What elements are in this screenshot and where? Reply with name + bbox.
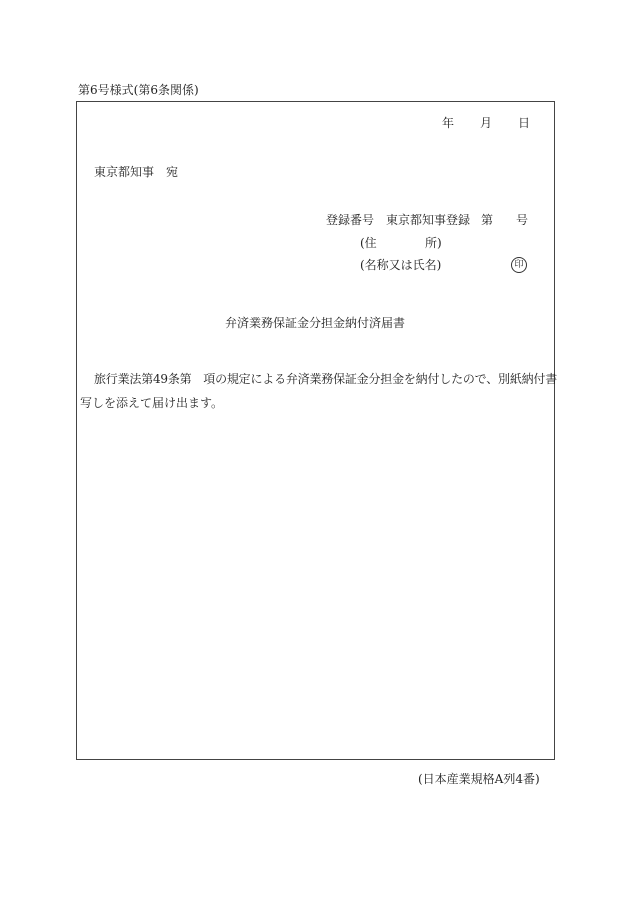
date-year-label: 年 (442, 116, 455, 130)
name-label: (名称又は氏名) (360, 258, 442, 272)
address-label-close: 所) (425, 236, 442, 250)
registration-authority: 東京都知事登録 (386, 213, 471, 227)
date-row (442, 117, 532, 131)
date-day-label: 日 (518, 116, 531, 130)
form-number-label: 第6号様式(第6条関係) (78, 83, 199, 97)
paper-size-note: (日本産業規格A列4番) (418, 772, 540, 786)
addressee: 東京都知事 宛 (94, 165, 179, 179)
address-label-open: (住 (360, 236, 377, 250)
registration-number-prefix: 第 (481, 213, 494, 227)
body-text-line-2: 写しを添えて届け出ます。 (80, 396, 224, 410)
form-frame (76, 101, 558, 760)
seal-mark: 印 (511, 257, 527, 273)
body-text-line-1: 旅行業法第49条第 項の規定による弁済業務保証金分担金を納付したので、別紙納付書 (94, 372, 558, 386)
date-month-label: 月 (480, 116, 493, 130)
registration-number-label: 登録番号 (326, 213, 375, 227)
registration-number-suffix: 号 (516, 213, 529, 227)
document-title: 弁済業務保証金分担金納付済届書 (224, 316, 405, 330)
